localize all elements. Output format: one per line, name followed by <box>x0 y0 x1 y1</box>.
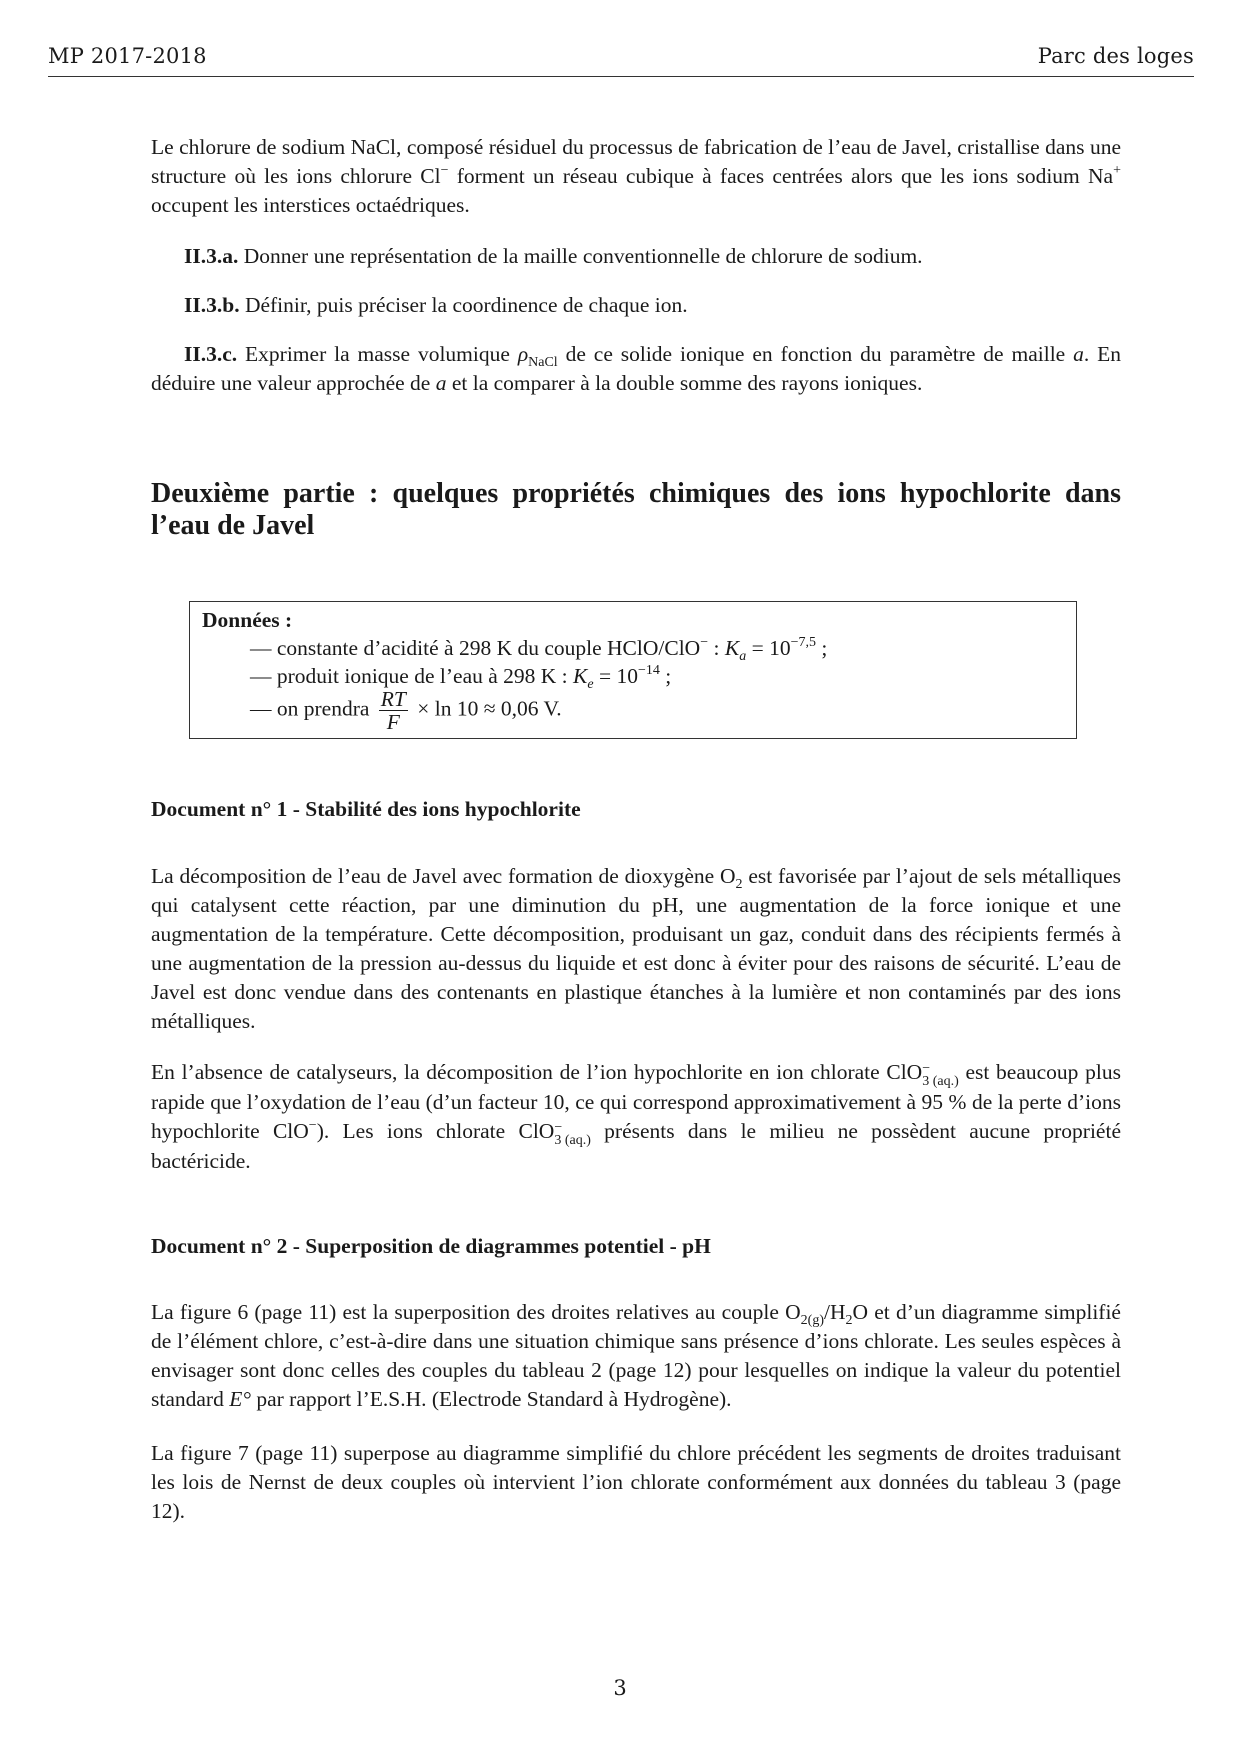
document-1-title: Document n° 1 - Stabilité des ions hypochlorite <box>151 797 581 821</box>
question-label: II.3.c. <box>184 342 238 366</box>
question-label: II.3.a. <box>184 244 239 268</box>
data-item-nernst-constant: — on prendra $\frac{RT}{F}$ × ln 10 ≈ 0,06 V. <box>250 687 562 734</box>
question-II-3-b: II.3.b. Définir, puis préciser la coordinence de chaque ion. <box>184 293 688 317</box>
question-label: II.3.b. <box>184 293 240 317</box>
header-school: Parc des loges <box>1037 44 1194 68</box>
document-2-paragraph-2: La figure 7 (page 11) superpose au diagramme simplifié du chlore précédent les segments de droites traduisant les lois de Nernst de deux couples où intervient l’ion chlorate conformément aux données du tableau 3 (page 12). <box>151 1441 1121 1523</box>
data-box <box>189 601 1077 739</box>
fraction-rt-over-f: $\frac{RT}{F}$ <box>380 687 406 734</box>
header-course: MP 2017-2018 <box>48 44 207 68</box>
page-number: 3 <box>613 1676 627 1700</box>
page-header <box>48 44 1194 77</box>
part-two-title: Deuxième partie : quelques propriétés chimiques des ions hypochlorite dans l’eau de Javel <box>151 478 1121 541</box>
document-2-paragraph-1: La figure 6 (page 11) est la superposition des droites relatives au couple $O_{2(g)}/H_2O$ et d’un diagramme simplifié de l’élément chlore, c’est-à-dire dans une situation chimique sans présence d’ions chlorate. Les seules espèces à envisager sont donc celles des couples du tableau 2 (page 12) pour lesquelles on indique la valeur du potentiel standard E° par rapport l’E.S.H. (Electrode Standard à Hydrogène). <box>151 1300 1121 1411</box>
data-item-ka: — constante d’acidité à 298 K du couple HClO/ClO− : $K_a = 10^{-7,5}$ ; <box>250 635 828 664</box>
document-1-paragraph-2: En l’absence de catalyseurs, la décomposition de l’ion hypochlorite en ion chlorate ClO − 3 (aq.) est beaucoup plus rapide que l’oxydation de l’eau (d’un facteur 10, ce qui correspond approximativement à 95 % de la perte d’ions hypochlorite ClO−). Les ions chlorate ClO − 3 (aq.) présents dans le milieu ne possèdent aucune propriété bactéricide. <box>151 1060 1121 1173</box>
data-item-ke: — produit ionique de l’eau à 298 K : $K_e = 10^{-14}$ ; <box>250 663 672 692</box>
document-2-title: Document n° 2 - Superposition de diagrammes potentiel - pH <box>151 1234 711 1258</box>
data-box-title: Données : <box>202 608 293 632</box>
intro-paragraph: Le chlorure de sodium NaCl, composé résiduel du processus de fabrication de l’eau de Javel, cristallise dans une structure où les ions chlorure Cl− forment un réseau cubique à faces centrées alors que les ions sodium Na+ occupent les interstices octaédriques. <box>151 135 1121 217</box>
question-II-3-c: II.3.c. Exprimer la masse volumique $\rho_{NaCl}$ de ce solide ionique en fonction du paramètre de maille a. En déduire une valeur approchée de a et la comparer à la double somme des rayons ioniques. <box>151 342 1122 395</box>
document-1-paragraph-1: La décomposition de l’eau de Javel avec formation de dioxygène $O_2$ est favorisée par l’ajout de sels métalliques qui catalysent cette réaction, par une diminution du pH, une augmentation de la force ionique et une augmentation de la température. Cette décomposition, produisant un gaz, conduit dans des récipients fermés à une augmentation de la pression au-dessus du liquide et est donc à éviter pour des raisons de sécurité. L’eau de Javel est donc vendue dans des contenants en plastique étanches à la lumière et non contaminés par des ions métalliques. <box>151 864 1121 1033</box>
question-II-3-a: II.3.a. Donner une représentation de la maille conventionnelle de chlorure de sodium. <box>184 244 923 268</box>
